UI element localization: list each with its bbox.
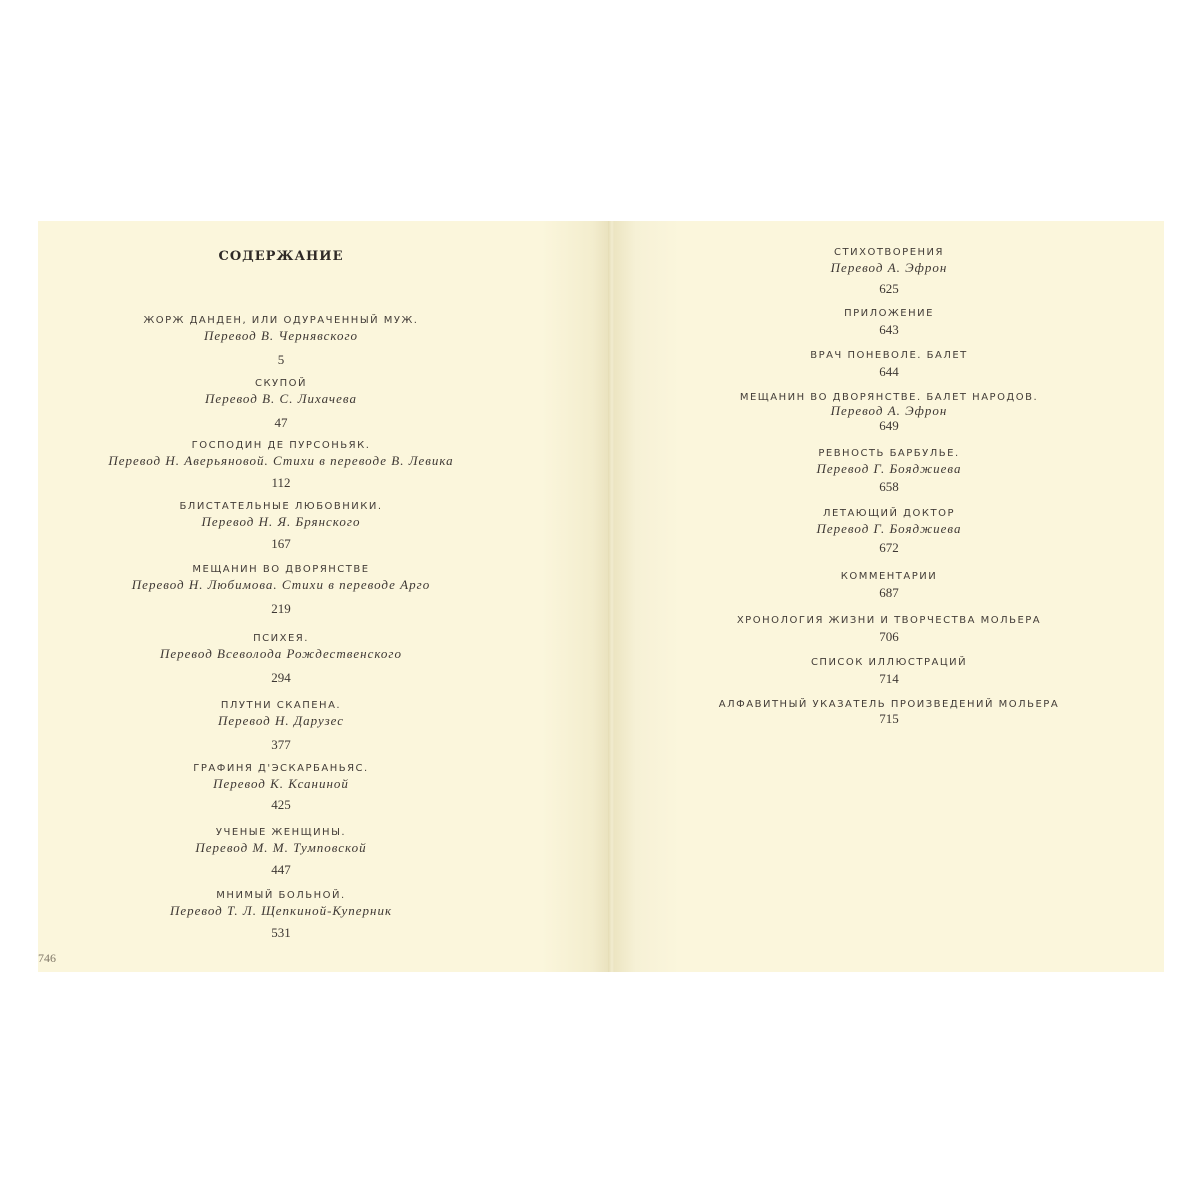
- entry-translator: Перевод Т. Л. Щепкиной-Куперник: [169, 903, 393, 918]
- entry-title: АЛФАВИТНЫЙ УКАЗАТЕЛЬ ПРОИЗВЕДЕНИЙ МОЛЬЕРА: [718, 699, 1060, 710]
- entry-title: ГРАФИНЯ Д'ЭСКАРБАНЬЯС.: [193, 763, 369, 774]
- entry-title: УЧЕНЫЕ ЖЕНЩИНЫ.: [215, 827, 347, 838]
- toc-entry: [614, 246, 1164, 297]
- entry-translator: Перевод К. Ксаниной: [213, 776, 349, 791]
- toc-entry: [38, 699, 524, 753]
- toc-entry: [614, 349, 1164, 380]
- entry-title: ПСИХЕЯ.: [253, 633, 309, 644]
- entry-title: ХРОНОЛОГИЯ ЖИЗНИ И ТВОРЧЕСТВА МОЛЬЕРА: [736, 615, 1042, 626]
- toc-entry: [38, 826, 524, 878]
- entry-translator: Перевод Г. Бояджиева: [816, 521, 962, 536]
- entry-page-number: 644: [879, 364, 899, 379]
- entry-translator: Перевод А. Эфрон: [830, 403, 948, 418]
- left-page: [38, 221, 610, 972]
- entry-page-number: 294: [271, 670, 291, 685]
- entry-title: ВРАЧ ПОНЕВОЛЕ. БАЛЕТ: [810, 350, 968, 361]
- toc-entry: [614, 656, 1164, 687]
- entry-translator: Перевод Г. Бояджиева: [816, 461, 962, 476]
- entry-page-number: 643: [879, 322, 899, 337]
- entry-page-number: 625: [879, 281, 899, 296]
- entry-page-number: 447: [271, 862, 291, 877]
- entry-title: СПИСОК ИЛЛЮСТРАЦИЙ: [810, 657, 968, 668]
- entry-page-number: 112: [271, 475, 291, 490]
- entry-page-number: 219: [271, 601, 291, 616]
- entry-title: СКУПОЙ: [254, 378, 308, 389]
- right-page: [614, 221, 1164, 972]
- entry-page-number: 649: [879, 418, 899, 433]
- toc-entry: [38, 632, 524, 686]
- toc-entry: [38, 314, 524, 368]
- toc-entry: [38, 500, 524, 552]
- entry-page-number: 425: [271, 797, 291, 812]
- entry-title: ЖОРЖ ДАНДЕН, ИЛИ ОДУРАЧЕННЫЙ МУЖ.: [143, 315, 419, 326]
- entry-title: ГОСПОДИН ДЕ ПУРСОНЬЯК.: [191, 440, 371, 451]
- toc-entry: [38, 439, 524, 491]
- entry-page-number: 47: [274, 415, 288, 430]
- entry-page-number: 167: [271, 536, 291, 551]
- toc-entry: [38, 889, 524, 941]
- entry-page-number: 531: [271, 925, 291, 940]
- entry-page-number: 687: [879, 585, 899, 600]
- toc-entry: [614, 507, 1164, 556]
- entry-title: МНИМЫЙ БОЛЬНОЙ.: [216, 890, 346, 901]
- toc-entry: [614, 570, 1164, 601]
- entry-translator: Перевод Н. Дарузес: [217, 713, 345, 728]
- toc-entry: [614, 614, 1164, 645]
- entry-page-number: 714: [879, 671, 899, 686]
- entry-translator: Перевод В. С. Лихачева: [205, 391, 357, 406]
- entry-title: БЛИСТАТЕЛЬНЫЕ ЛЮБОВНИКИ.: [179, 501, 383, 512]
- toc-entry: [614, 391, 1164, 434]
- toc-entry: [614, 307, 1164, 338]
- entry-translator: Перевод В. Чернявского: [203, 328, 359, 343]
- entry-title: СТИХОТВОРЕНИЯ: [834, 247, 944, 258]
- entry-translator: Перевод Н. Любимова. Стихи в переводе Арго: [131, 577, 431, 592]
- book-spread: [38, 221, 1164, 972]
- toc-entry: [38, 563, 524, 617]
- entry-translator: Перевод Н. Аверьяновой. Стихи в переводе В. Левика: [108, 453, 454, 468]
- entry-translator: Перевод Всеволода Рождественского: [159, 646, 402, 661]
- contents-heading: СОДЕРЖАНИЕ: [218, 249, 344, 264]
- entry-title: ЛЕТАЮЩИЙ ДОКТОР: [823, 508, 955, 519]
- entry-title: ПРИЛОЖЕНИЕ: [844, 308, 934, 319]
- entry-translator: Перевод М. М. Тумповской: [195, 840, 367, 855]
- entry-page-number: 706: [879, 629, 899, 644]
- toc-entry: [614, 447, 1164, 495]
- toc-entry: [38, 762, 524, 813]
- entry-title: МЕЩАНИН ВО ДВОРЯНСТВЕ. БАЛЕТ НАРОДОВ.: [739, 392, 1039, 403]
- page-folio: 746: [38, 951, 56, 965]
- toc-entry: [38, 377, 524, 431]
- entry-page-number: 658: [879, 479, 899, 494]
- entry-page-number: 377: [271, 737, 291, 752]
- entry-translator: Перевод Н. Я. Брянского: [201, 514, 361, 529]
- entry-page-number: 672: [879, 540, 899, 555]
- entry-translator: Перевод А. Эфрон: [830, 260, 948, 275]
- entry-title: МЕЩАНИН ВО ДВОРЯНСТВЕ: [192, 564, 370, 575]
- toc-entry: [614, 698, 1164, 727]
- entry-title: ПЛУТНИ СКАПЕНА.: [220, 700, 342, 711]
- entry-title: КОММЕНТАРИИ: [840, 571, 938, 582]
- entry-title: РЕВНОСТЬ БАРБУЛЬЕ.: [818, 448, 960, 459]
- entry-page-number: 715: [879, 711, 899, 726]
- entry-page-number: 5: [277, 352, 285, 367]
